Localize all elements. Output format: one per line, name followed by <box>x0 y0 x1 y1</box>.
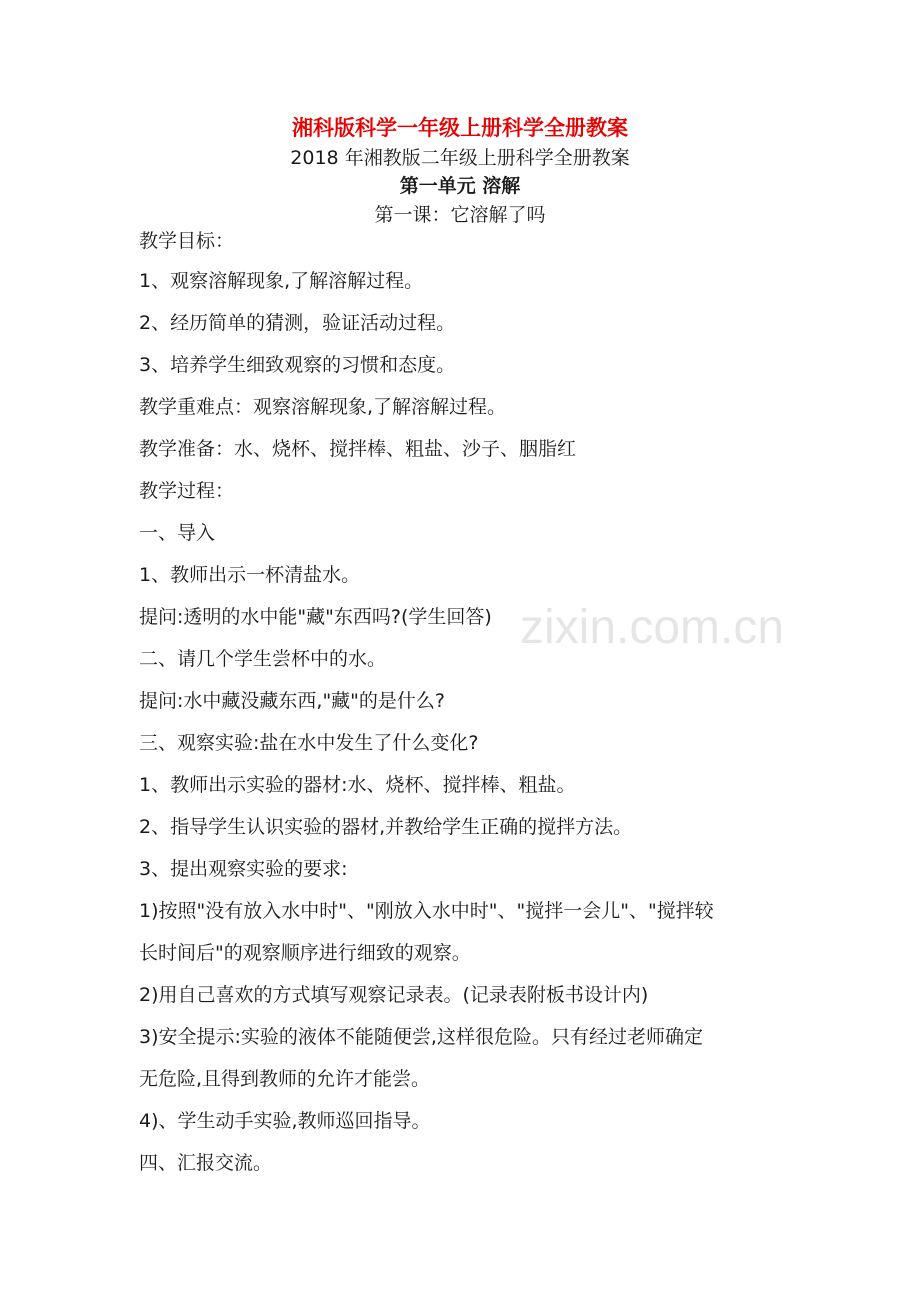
body-line: 1)按照"没有放入水中时"、"刚放入水中时"、"搅拌一会儿"、"搅拌较 <box>139 900 714 922</box>
watermark: zixin.com.cn <box>520 601 785 654</box>
unit-heading: 第一单元 溶解 <box>399 175 521 197</box>
body-line: 提问:水中藏没藏东西,"藏"的是什么? <box>139 690 446 712</box>
document-title: 湘科版科学一年级上册科学全册教案 <box>292 116 628 140</box>
body-line: 3、培养学生细致观察的习惯和态度。 <box>139 354 456 376</box>
body-line: 1、教师出示实验的器材:水、烧杯、搅拌棒、粗盐。 <box>139 774 576 796</box>
body-line: 提问:透明的水中能"藏"东西吗?(学生回答) <box>139 606 492 628</box>
body-line: 1、教师出示一杯清盐水。 <box>139 564 361 586</box>
body-line: 三、观察实验:盐在水中发生了什么变化? <box>139 732 479 754</box>
body-line: 四、汇报交流。 <box>139 1152 273 1174</box>
body-line: 二、请几个学生尝杯中的水。 <box>139 648 387 670</box>
body-line: 长时间后"的观察顺序进行细致的观察。 <box>139 942 471 964</box>
body-line: 教学重难点：观察溶解现象,了解溶解过程。 <box>139 396 507 418</box>
body-line: 教学准备：水、烧杯、搅拌棒、粗盐、沙子、胭脂红 <box>139 438 577 460</box>
body-line: 一、导入 <box>139 522 216 544</box>
body-line: 教学过程： <box>139 480 235 502</box>
body-line: 3、提出观察实验的要求: <box>139 858 348 880</box>
body-line: 2、经历简单的猜测，验证活动过程。 <box>139 312 456 334</box>
body-line: 教学目标： <box>139 230 235 252</box>
body-line: 2)用自己喜欢的方式填写观察记录表。(记录表附板书设计内) <box>139 984 649 1006</box>
body-line: 3)安全提示:实验的液体不能随便尝,这样很危险。只有经过老师确定 <box>139 1026 703 1048</box>
body-line: 2、指导学生认识实验的器材,并教给学生正确的搅拌方法。 <box>139 816 633 838</box>
document-subtitle: 2018 年湘教版二年级上册科学全册教案 <box>290 147 630 169</box>
lesson-heading: 第一课：它溶解了吗 <box>374 204 546 226</box>
body-line: 4)、学生动手实验,教师巡回指导。 <box>139 1110 431 1132</box>
body-line: 1、观察溶解现象,了解溶解过程。 <box>139 270 424 292</box>
body-line: 无危险,且得到教师的允许才能尝。 <box>139 1068 431 1090</box>
